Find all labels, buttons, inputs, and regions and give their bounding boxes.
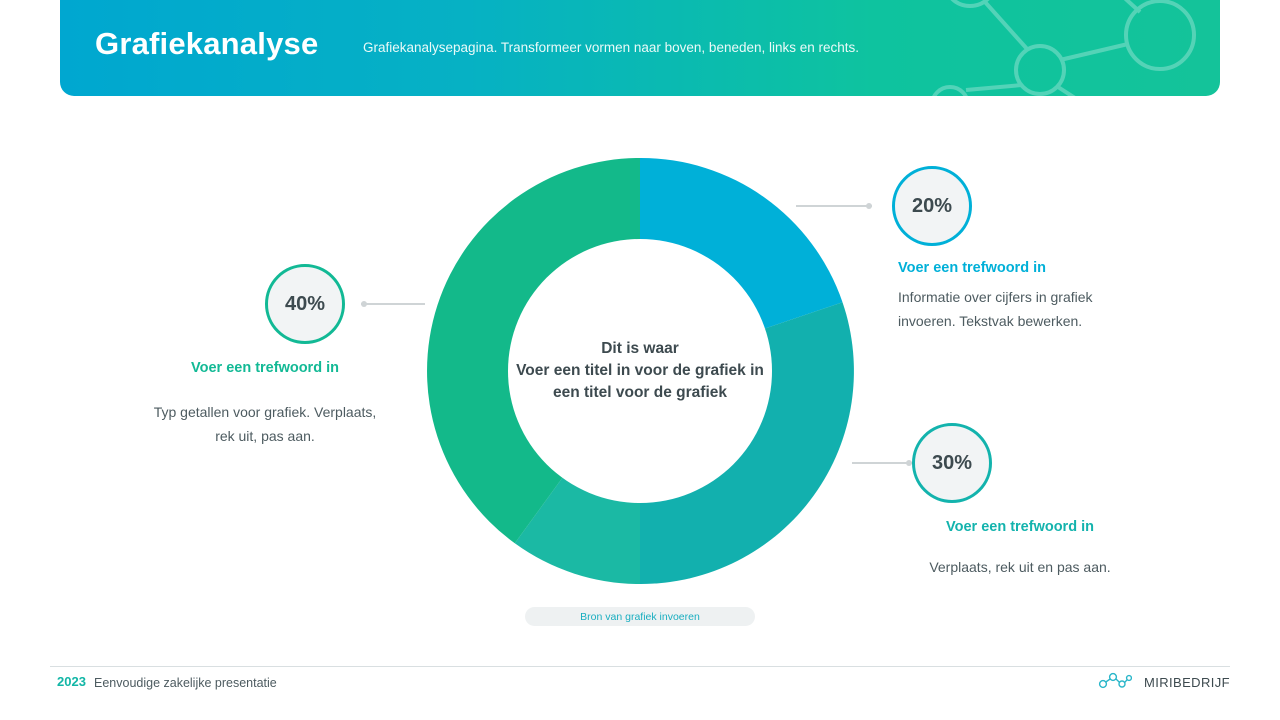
callout-left-keyword[interactable]: Voer een trefwoord in [191,360,339,376]
leader-line-30 [852,462,912,464]
callout-right-top-body[interactable]: Informatie over cijfers in grafiek invoeren. Tekstvak bewerken. [898,289,1093,329]
header-banner [60,0,1220,96]
callout-right-top [898,260,1108,333]
callout-right-bottom [905,519,1135,579]
molecule-logo-icon [1098,670,1132,692]
footer-brand: MIRIBEDRIJF [1143,675,1230,690]
callout-right-bottom-keyword[interactable]: Voer een trefwoord in [946,519,1094,535]
leader-line-20 [796,205,872,207]
value-bubble-40[interactable]: 40% [265,264,345,344]
leader-line-40 [361,303,425,305]
leader-dot-20 [866,203,872,209]
center-line-3: een titel voor de grafiek [553,384,727,401]
callout-right-bottom-body[interactable]: Verplaats, rek uit en pas aan. [929,559,1111,575]
value-bubble-20[interactable]: 20% [892,166,972,246]
page-title: Grafiekanalyse [95,26,319,61]
callout-left-body[interactable]: Typ getallen voor grafiek. Verplaats, rek uit, pas aan. [153,404,377,444]
callout-left [150,360,380,448]
chart-source-field[interactable]: Bron van grafiek invoeren [525,607,755,626]
leader-dot-40 [361,301,367,307]
center-line-2: Voer een titel in voor de grafiek in [516,362,764,379]
chart-center-title [490,338,790,404]
footer-divider [50,666,1230,667]
page-subtitle: Grafiekanalysepagina. Transformeer vormen naar boven, beneden, links en rechts. [363,40,860,55]
callout-right-top-keyword[interactable]: Voer een trefwoord in [898,260,1046,276]
donut-chart[interactable] [425,156,855,586]
footer-year: 2023 [57,674,86,689]
molecule-decoration-icon [910,0,1220,96]
value-bubble-30[interactable]: 30% [912,423,992,503]
footer-text: Eenvoudige zakelijke presentatie [94,676,277,690]
center-line-1: Dit is waar [601,340,679,357]
